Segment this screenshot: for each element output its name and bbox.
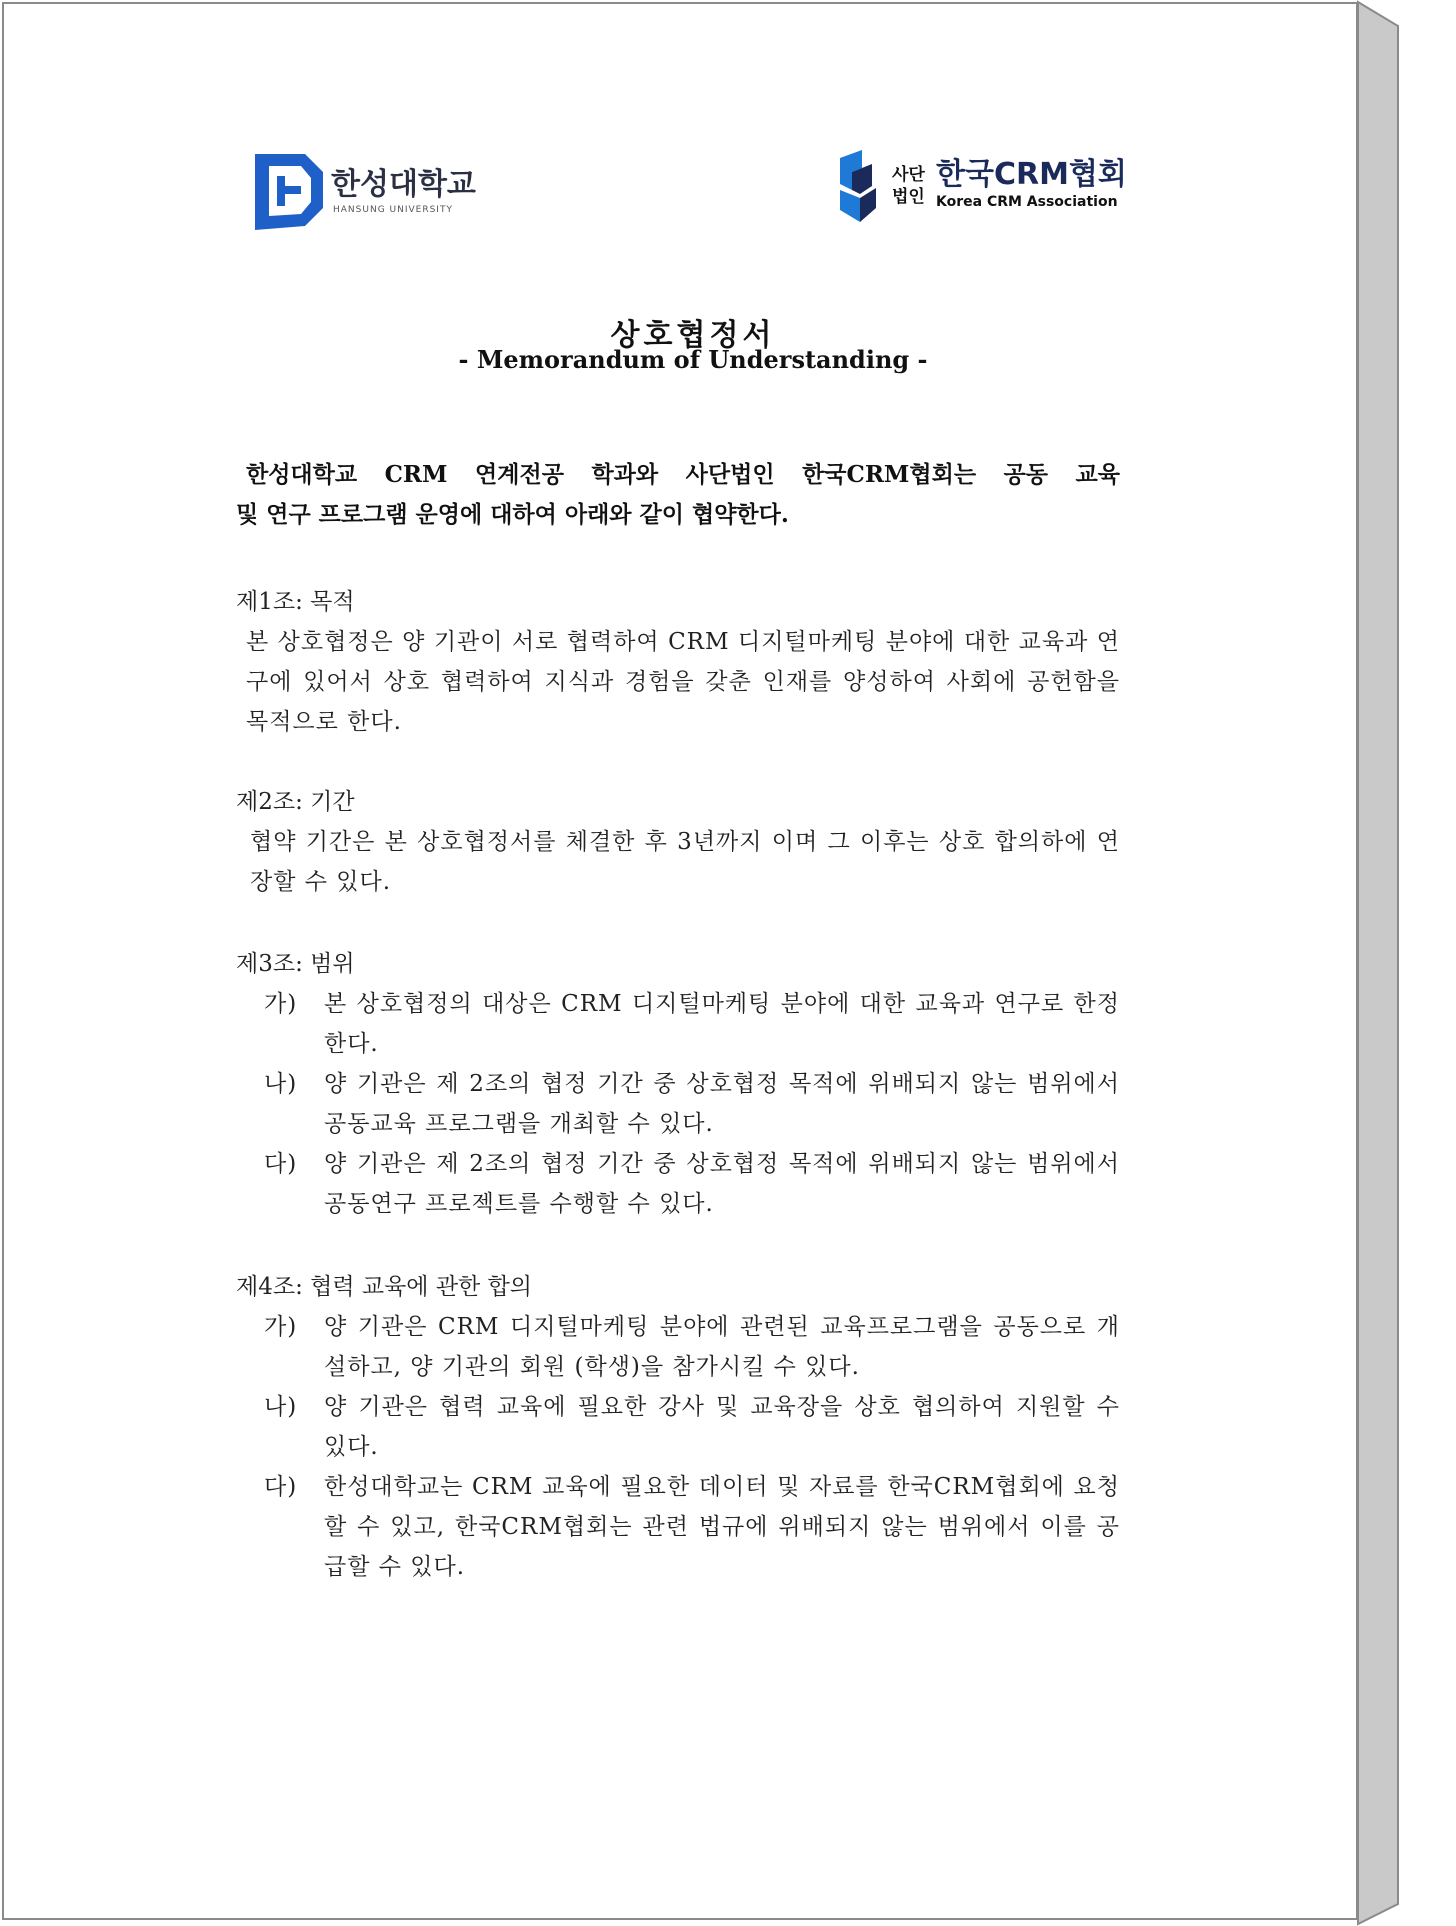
- hansung-logo-ko: 한성대학교: [331, 167, 476, 202]
- list-item: [236, 1307, 1120, 1387]
- item-text: 양 기관은 CRM 디지털마케팅 분야에 관련된 교육프로그램을 공동으로 개설하고, 양 기관의 회원 (학생)을 참가시킬 수 있다.: [324, 1314, 1120, 1380]
- article-title: 제2조: 기간: [236, 789, 355, 815]
- document-title-en: - Memorandum of Understanding -: [458, 345, 928, 374]
- intro-line-1: 한성대학교 CRM 연계전공 학과와 사단법인 한국CRM협회는 공동 교육: [246, 461, 1120, 488]
- intro-line-2: 및 연구 프로그램 운영에 대하여 아래와 같이 협약한다.: [236, 501, 789, 528]
- korea-crm-logo-main: 한국CRM협회: [936, 157, 1127, 192]
- korea-crm-logo: [832, 150, 1127, 222]
- hansung-logo-en: HANSUNG UNIVERSITY: [333, 205, 453, 215]
- article-4: [236, 1267, 1120, 1587]
- article-title: 제4조: 협력 교육에 관한 합의: [236, 1274, 533, 1300]
- article-body: 협약 기간은 본 상호협정서를 체결한 후 3년까지 이며 그 이후는 상호 합의하에 연장할 수 있다.: [250, 829, 1120, 895]
- item-text: 양 기관은 제 2조의 협정 기간 중 상호협정 목적에 위배되지 않는 범위에서 공동교육 프로그램을 개최할 수 있다.: [324, 1071, 1120, 1137]
- item-marker: 나): [264, 1394, 298, 1420]
- document-title-ko: 상호협정서: [610, 318, 776, 353]
- hansung-logo: [255, 150, 485, 232]
- item-marker: 다): [264, 1474, 298, 1500]
- article-items: [236, 1307, 1120, 1587]
- article-title: 제1조: 목적: [236, 589, 355, 615]
- korea-crm-logo-en: Korea CRM Association: [936, 194, 1118, 210]
- article-body: 본 상호협정은 양 기관이 서로 협력하여 CRM 디지털마케팅 분야에 대한 교육과 연구에 있어서 상호 협력하여 지식과 경험을 갖춘 인재를 양성하여 사회에 공헌함을 목적으로 한다.: [246, 629, 1120, 735]
- list-item: [236, 1144, 1120, 1224]
- list-item: [236, 1064, 1120, 1144]
- page-side-face: [1358, 2, 1398, 1924]
- list-item: [236, 1387, 1120, 1467]
- item-marker: 다): [264, 1151, 298, 1177]
- intro-paragraph: [236, 455, 1120, 535]
- korea-crm-logo-prefix-bottom: 법인: [892, 187, 925, 207]
- item-text: 본 상호협정의 대상은 CRM 디지털마케팅 분야에 대한 교육과 연구로 한정한다.: [324, 991, 1120, 1057]
- item-text: 양 기관은 제 2조의 협정 기간 중 상호협정 목적에 위배되지 않는 범위에서 공동연구 프로젝트를 수행할 수 있다.: [324, 1151, 1120, 1217]
- article-3: [236, 944, 1120, 1224]
- item-text: 양 기관은 협력 교육에 필요한 강사 및 교육장을 상호 협의하여 지원할 수 있다.: [324, 1394, 1120, 1460]
- item-marker: 가): [264, 1314, 298, 1340]
- list-item: [236, 1467, 1120, 1587]
- item-marker: 나): [264, 1071, 298, 1097]
- article-2: [236, 782, 1120, 902]
- article-1: [236, 582, 1120, 742]
- item-marker: 가): [264, 991, 298, 1017]
- article-items: [236, 984, 1120, 1224]
- article-title: 제3조: 범위: [236, 951, 355, 977]
- korea-crm-logo-prefix-top: 사단: [892, 165, 925, 185]
- list-item: [236, 984, 1120, 1064]
- item-text: 한성대학교는 CRM 교육에 필요한 데이터 및 자료를 한국CRM협회에 요청할 수 있고, 한국CRM협회는 관련 법규에 위배되지 않는 범위에서 이를 공급할 수 있다.: [324, 1474, 1120, 1580]
